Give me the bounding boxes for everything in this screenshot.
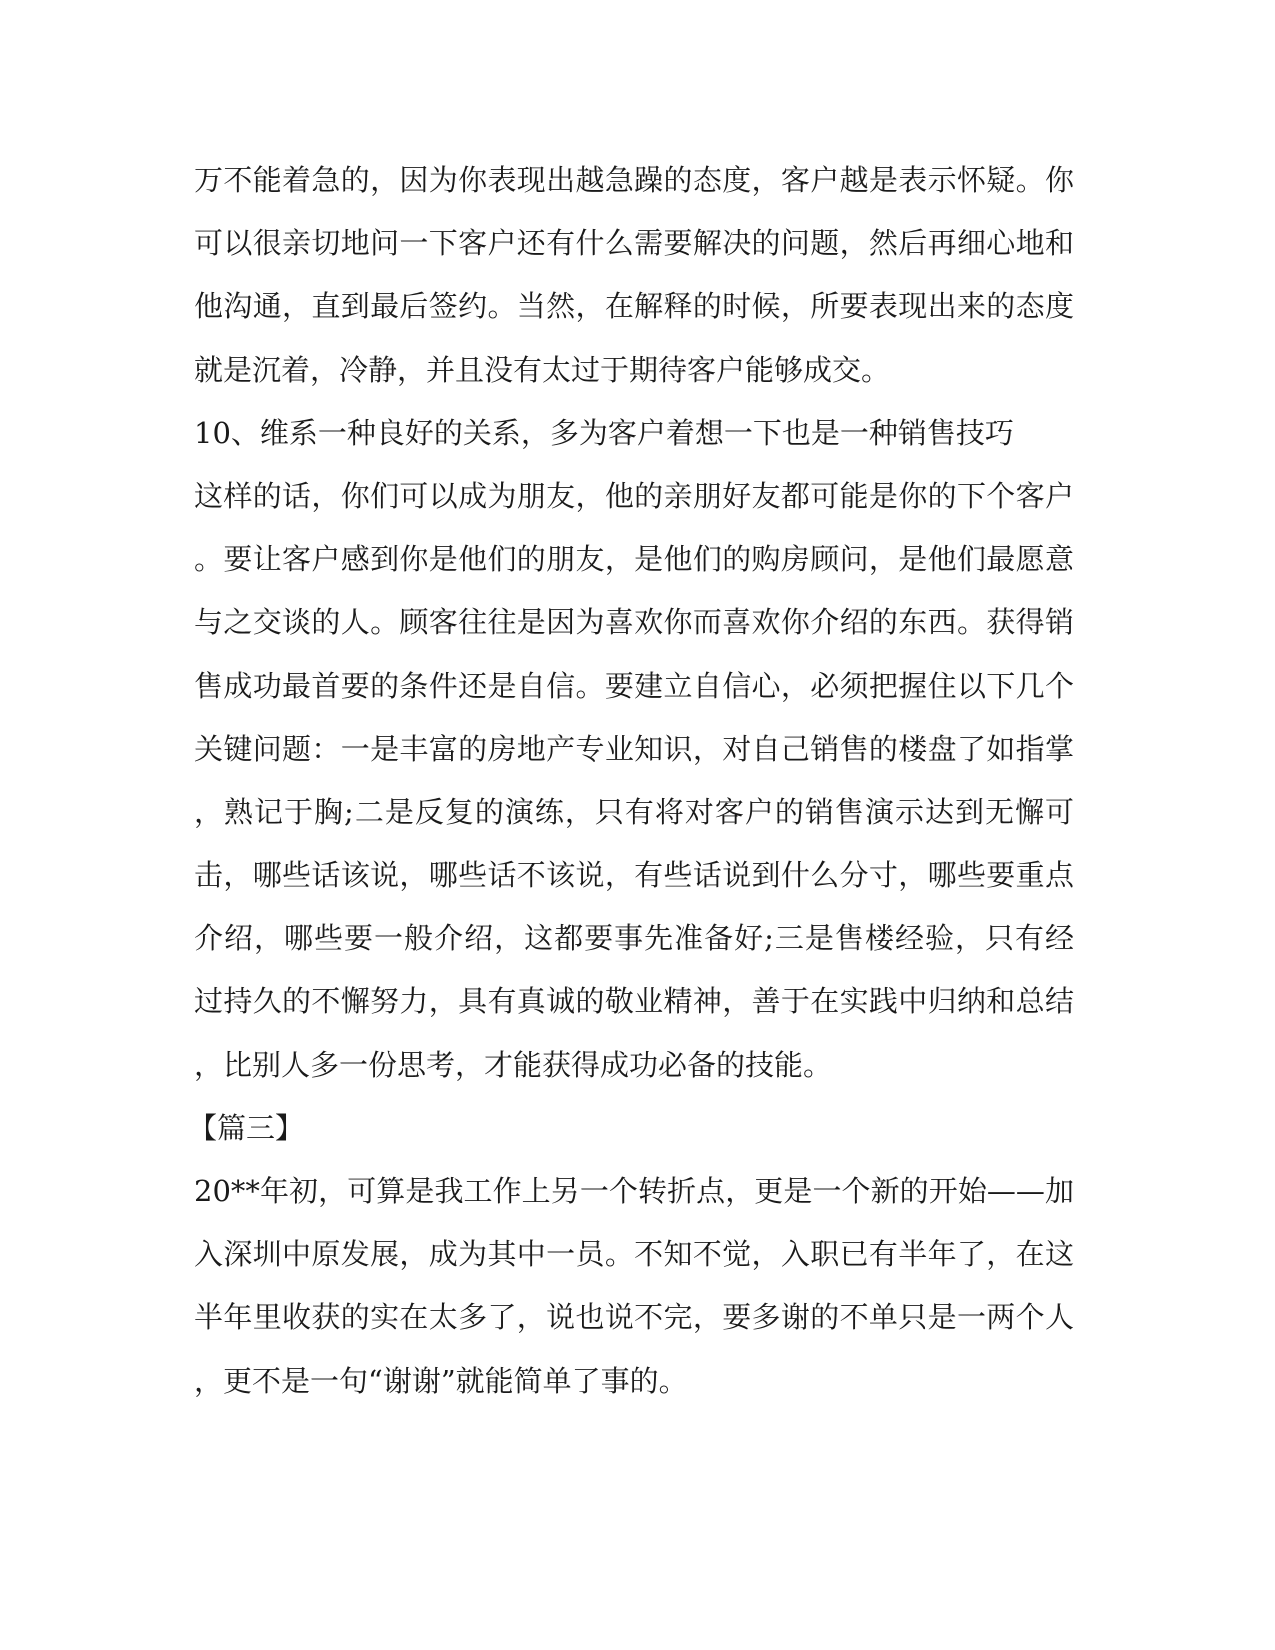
paragraph-line: 20**年初，可算是我工作上另一个转折点，更是一个新的开始——加 bbox=[194, 1174, 1074, 1208]
paragraph-line: ，熟记于胸;二是反复的演练，只有将对客户的销售演示达到无懈可 bbox=[194, 794, 1074, 829]
paragraph-line: 他沟通，直到最后签约。当然，在解释的时候，所要表现出来的态度 bbox=[194, 289, 1074, 324]
paragraph-line: 过持久的不懈努力，具有真诚的敬业精神，善于在实践中归纳和总结 bbox=[194, 984, 1074, 1019]
document-body bbox=[188, 149, 1074, 1413]
paragraph-line: 入深圳中原发展，成为其中一员。不知不觉，入职已有半年了，在这 bbox=[194, 1237, 1074, 1272]
paragraph-line: ，比别人多一份思考，才能获得成功必备的技能。 bbox=[194, 1047, 833, 1082]
paragraph-line: 关键问题：一是丰富的房地产专业知识，对自己销售的楼盘了如指掌 bbox=[194, 731, 1074, 766]
paragraph-line: 半年里收获的实在太多了，说也说不完，要多谢的不单只是一两个人 bbox=[194, 1300, 1074, 1335]
section-heading-part-three: 【篇三】 bbox=[188, 1110, 305, 1145]
paragraph-line: 售成功最首要的条件还是自信。要建立自信心，必须把握住以下几个 bbox=[194, 668, 1074, 703]
paragraph-line: 可以很亲切地问一下客户还有什么需要解决的问题，然后再细心地和 bbox=[194, 226, 1074, 261]
paragraph-line: ，更不是一句“谢谢”就能简单了事的。 bbox=[194, 1363, 688, 1398]
section-heading-10: 10、维系一种良好的关系，多为客户着想一下也是一种销售技巧 bbox=[194, 415, 1014, 450]
paragraph-line: 万不能着急的，因为你表现出越急躁的态度，客户越是表示怀疑。你 bbox=[194, 163, 1074, 197]
paragraph-line: 这样的话，你们可以成为朋友，他的亲朋好友都可能是你的下个客户 bbox=[194, 478, 1074, 513]
paragraph-line: 就是沉着，冷静，并且没有太过于期待客户能够成交。 bbox=[194, 352, 891, 387]
paragraph-line: 。要让客户感到你是他们的朋友，是他们的购房顾问，是他们最愿意 bbox=[194, 542, 1074, 577]
paragraph-line: 介绍，哪些要一般介绍，这都要事先准备好;三是售楼经验，只有经 bbox=[194, 921, 1074, 956]
paragraph-line: 击，哪些话该说，哪些话不该说，有些话说到什么分寸，哪些要重点 bbox=[194, 858, 1074, 893]
paragraph-line: 与之交谈的人。顾客往往是因为喜欢你而喜欢你介绍的东西。获得销 bbox=[194, 605, 1074, 640]
